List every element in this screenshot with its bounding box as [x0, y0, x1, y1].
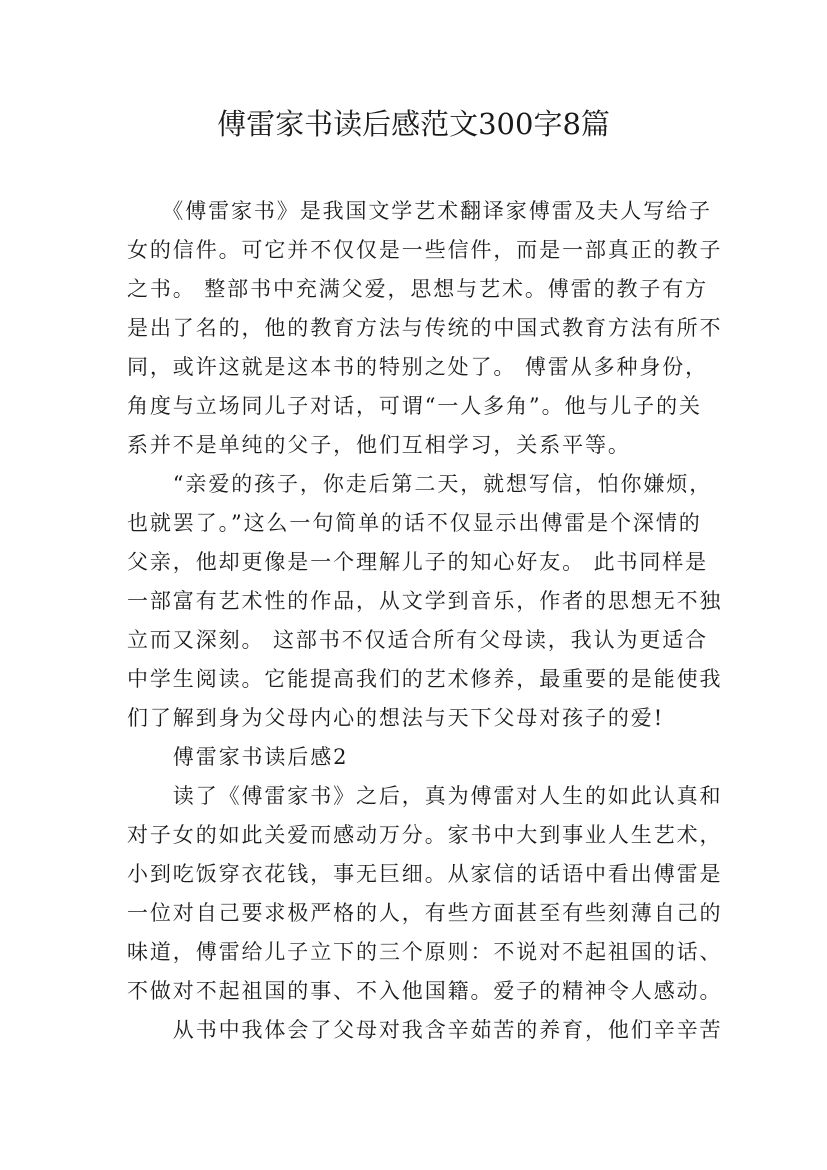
text-line: 从书中我体会了父母对我含辛茹苦的养育，他们辛辛苦: [127, 1018, 723, 1042]
text-line: 之书。 整部书中充满父爱，思想与艺术。傅雷的教子有方: [127, 277, 709, 301]
text-line: 角度与立场同儿子对话，可谓“一人多角”。他与儿子的关: [127, 394, 702, 418]
text-line: 读了《傅雷家书》之后，真为傅雷对人生的如此认真和: [127, 784, 723, 808]
text-line: 中学生阅读。它能提高我们的艺术修养，最重要的是能使我: [127, 667, 723, 691]
document-title: 傅雷家书读后感范文300字8篇: [217, 107, 610, 141]
text-line: 同，或许这就是这本书的特别之处了。 傅雷从多种身份，: [127, 355, 709, 379]
text-line: 味道，傅雷给儿子立下的三个原则：不说对不起祖国的话、: [127, 940, 723, 964]
text-line: 对子女的如此关爱而感动万分。家书中大到事业人生艺术，: [127, 823, 723, 847]
text-line: 是出了名的，他的教育方法与传统的中国式教育方法有所不: [127, 316, 723, 340]
text-line: 一部富有艺术性的作品，从文学到音乐，作者的思想无不独: [127, 589, 723, 613]
text-line: 《傅雷家书》是我国文学艺术翻译家傅雷及夫人写给子: [127, 199, 712, 223]
section-heading: 傅雷家书读后感2: [127, 745, 349, 769]
text-line: 小到吃饭穿衣花钱，事无巨细。从家信的话语中看出傅雷是: [127, 862, 723, 886]
text-line: 不做对不起祖国的事、不入他国籍。爱子的精神令人感动。: [127, 979, 723, 1003]
text-line: 也就罢了。”这么一句简单的话不仅显示出傅雷是个深情的: [127, 511, 702, 535]
text-line: “亲爱的孩子，你走后第二天，就想写信，怕你嫌烦，: [127, 472, 713, 496]
text-line: 女的信件。可它并不仅仅是一些信件，而是一部真正的教子: [127, 238, 723, 262]
text-line: 父亲，他却更像是一个理解儿子的知心好友。 此书同样是: [127, 550, 709, 574]
text-line: 系并不是单纯的父子，他们互相学习，关系平等。: [127, 433, 631, 457]
text-line: 一位对自己要求极严格的人，有些方面甚至有些刻薄自己的: [127, 901, 723, 925]
text-line: 们了解到身为父母内心的想法与天下父母对孩子的爱!: [127, 706, 665, 730]
text-line: 立而又深刻。 这部书不仅适合所有父母读，我认为更适合: [127, 628, 709, 652]
document-body: [127, 192, 723, 1050]
